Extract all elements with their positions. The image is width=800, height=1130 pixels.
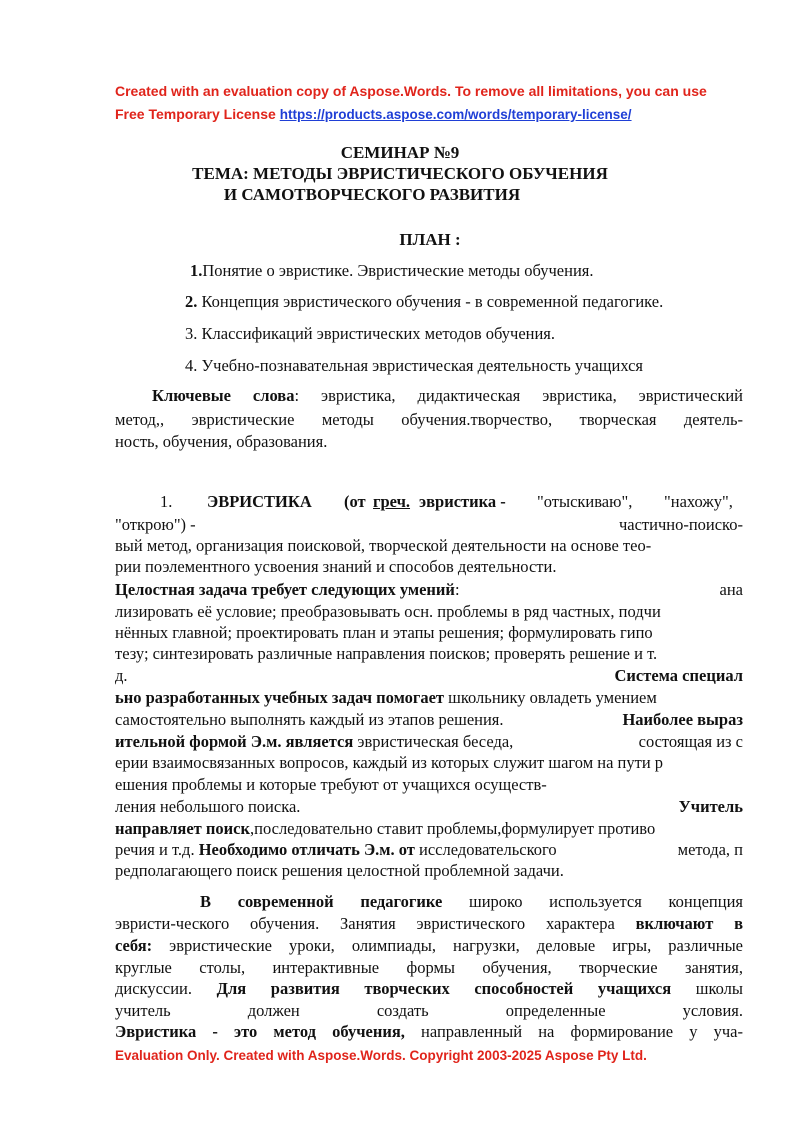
s1-num: 1. <box>160 492 173 511</box>
plan-item-1: 1.Понятие о эвристике. Эвристические методы обучения. <box>190 261 594 280</box>
s2-l3: себя: эвристические уроки, олимпиады, нагрузки, деловые игры, различные <box>115 936 743 955</box>
topic-line-1: ТЕМА: МЕТОДЫ ЭВРИСТИЧЕСКОГО ОБУЧЕНИЯ <box>192 164 608 183</box>
s1-l12: ительной формой Э.м. является эвристическая беседа, <box>115 732 514 751</box>
s1-l10: ьно разработанных учебных задач помогает школьнику овладеть умением <box>115 688 657 707</box>
s1-l5-right: ана <box>719 580 743 599</box>
s1-l12-right: состоящая из с <box>638 732 743 751</box>
s1-l13: ерии взаимосвязанных вопросов, каждый из которых служит шагом на пути р <box>115 753 664 772</box>
s1-l6: лизировать её условие; преобразовывать осн. проблемы в ряд частных, подчи <box>115 602 661 621</box>
s1-l9-right: Система специал <box>614 666 743 685</box>
s1-l15-right: Учитель <box>678 797 743 816</box>
s1-l4: рии поэлементного усвоения знаний и способов деятельности. <box>115 557 557 576</box>
s2-l7: Эвристика - это метод обучения, направленный на формирование у уча- <box>115 1022 743 1041</box>
s2-l1: В современной педагогике широко используется концепция <box>200 892 743 911</box>
s1-greek: греч. <box>373 492 411 511</box>
s1-l11-left: самостоятельно выполнять каждый из этапов решения. <box>115 710 504 729</box>
keywords-line-1: Ключевые слова: эвристика, дидактическая эвристика, эвристический <box>152 386 743 405</box>
s1-word: эвристика - <box>419 492 506 511</box>
s1-l18: редполагающего поиск решения целостной проблемной задачи. <box>115 861 564 880</box>
s1-l9-left: д. <box>115 666 128 685</box>
s2-l2: эвристи-ческого обучения. Занятия эвристического характера включают в <box>115 914 743 933</box>
s2-l4: круглые столы, интерактивные формы обучения, творческие занятия, <box>115 958 743 977</box>
s1-quote-1: "отыскиваю", <box>537 492 633 511</box>
keywords-line-3: ность, обучения, образования. <box>115 432 328 451</box>
s1-l2-left: "открою") - <box>115 515 196 534</box>
s1-l2-right: частично-поиско- <box>618 515 743 534</box>
evaluation-footer: Evaluation Only. Created with Aspose.Words. Copyright 2003-2025 Aspose Pty Ltd. <box>115 1048 647 1063</box>
s1-l16: направляет поиск,последовательно ставит проблемы,формулирует противо <box>115 819 656 838</box>
keywords-line-2: метод,, эвристические методы обучения.творчество, творческая деятель- <box>115 410 743 429</box>
s1-l5: Целостная задача требует следующих умений: <box>115 580 460 599</box>
s1-l11-right: Наиболее выраз <box>622 710 743 729</box>
plan-item-3: 3. Классификаций эвристических методов обучения. <box>185 324 556 343</box>
plan-item-2: 2. Концепция эвристического обучения - в современной педагогике. <box>185 292 664 311</box>
s1-l17-right: метода, п <box>677 840 743 859</box>
s1-l17: речия и т.д. Необходимо отличать Э.м. от исследовательского <box>115 840 557 859</box>
evaluation-notice-line2 <box>115 106 632 122</box>
evaluation-notice-line1: Created with an evaluation copy of Aspose.Words. To remove all limitations, you can use <box>115 83 707 99</box>
plan-item-4: 4. Учебно-познавательная эвристическая деятельность учащихся <box>185 356 644 375</box>
s1-l14: ешения проблемы и которые требуют от учащихся осуществ- <box>115 775 547 794</box>
topic-line-2: И САМОТВОРЧЕСКОГО РАЗВИТИЯ <box>223 185 521 204</box>
seminar-title: СЕМИНАР №9 <box>340 143 460 162</box>
evaluation-notice-prefix: Free Temporary License <box>115 106 280 122</box>
temporary-license-link[interactable]: https://products.aspose.com/words/temporary-license/ <box>279 107 632 122</box>
s1-l3: вый метод, организация поисковой, творческой деятельности на основе тео- <box>115 536 652 555</box>
s1-heading: ЭВРИСТИКА <box>207 492 312 511</box>
s2-l5: дискуссии. Для развития творческих способностей учащихся школы <box>115 979 743 998</box>
s1-l8: тезу; синтезировать различные направления поисков; проверять решение и т. <box>115 644 658 663</box>
plan-title: ПЛАН : <box>399 230 461 249</box>
s1-paren: (от <box>344 492 366 511</box>
s2-l6: учитель должен создать определенные условия. <box>115 1001 743 1020</box>
s1-l7: нённых главной; проектировать план и этапы решения; формулировать гипо <box>115 623 653 642</box>
s1-l15-left: ления небольшого поиска. <box>115 797 301 816</box>
s1-quote-2: "нахожу", <box>664 492 733 511</box>
